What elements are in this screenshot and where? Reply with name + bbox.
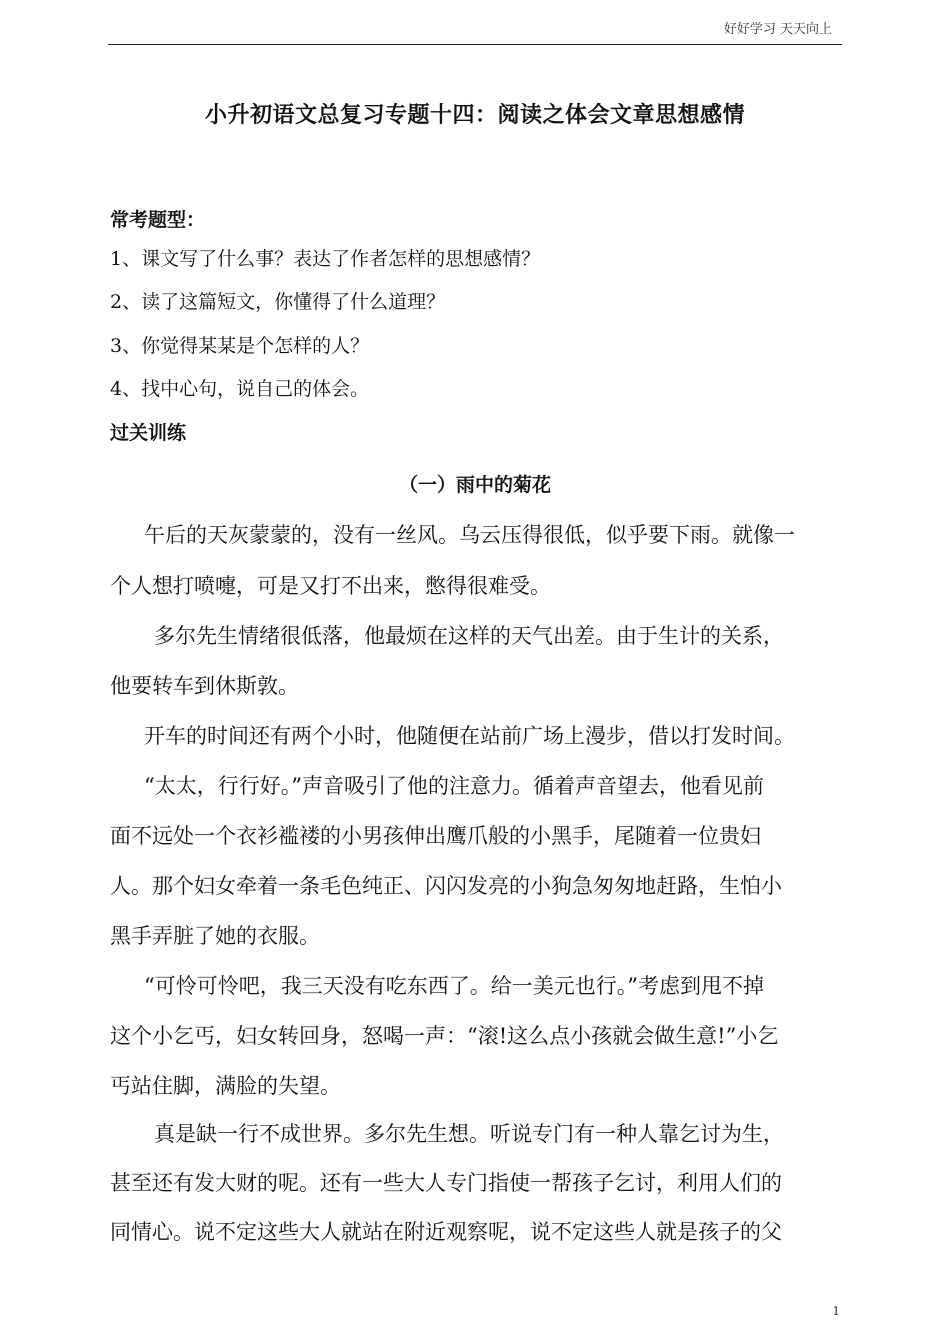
practice-heading: 过关训练 [110,422,187,444]
story-line: 面不远处一个衣衫褴褛的小男孩伸出鹰爪般的小黑手，尾随着一位贵妇 [110,824,761,848]
page-number: 1 [832,1304,840,1318]
story-line: 人。那个妇女牵着一条毛色纯正、闪闪发亮的小狗急匆匆地赶路，生怕小 [110,874,782,898]
question-item: 3、你觉得某某是个怎样的人？ [110,335,370,357]
header-rule [108,44,842,45]
story-line: 甚至还有发大财的呢。还有一些大人专门指使一帮孩子乞讨，利用人们的 [110,1171,782,1195]
question-item: 4、找中心句，说自己的体会。 [110,378,370,400]
document-title: 小升初语文总复习专题十四：阅读之体会文章思想感情 [204,103,745,128]
page-header-text: 好好学习 天天向上 [723,22,832,37]
story-line: 多尔先生情绪很低落，他最烦在这样的天气出差。由于生计的关系， [154,624,784,648]
story-line: 同情心。说不定这些大人就站在附近观察呢，说不定这些人就是孩子的父 [110,1220,782,1244]
story-line: 真是缺一行不成世界。多尔先生想。听说专门有一种人靠乞讨为生， [154,1122,784,1146]
question-types-heading: 常考题型： [110,209,206,231]
story-line: 他要转车到休斯敦。 [110,674,299,698]
story-title: （一）雨中的菊花 [398,474,551,496]
story-line: 午后的天灰蒙蒙的，没有一丝风。乌云压得很低，似乎要下雨。就像一 [144,523,795,547]
story-line: 个人想打喷嚏，可是又打不出来，憋得很难受。 [110,574,551,598]
story-line: 丐站住脚，满脸的失望。 [110,1074,341,1098]
story-line: “太太，行行好。”声音吸引了他的注意力。循着声音望去，他看见前 [144,774,764,798]
story-line: 这个小乞丐，妇女转回身，怒喝一声：“滚!这么点小孩就会做生意!”小乞 [110,1024,779,1048]
question-item: 1、课文写了什么事？表达了作者怎样的思想感情？ [110,248,541,270]
question-item: 2、读了这篇短文，你懂得了什么道理？ [110,291,446,313]
story-line: 黑手弄脏了她的衣服。 [110,924,320,948]
story-line: 开车的时间还有两个小时，他随便在站前广场上漫步，借以打发时间。 [144,724,795,748]
story-line: “可怜可怜吧，我三天没有吃东西了。给一美元也行。”考虑到甩不掉 [144,974,764,998]
